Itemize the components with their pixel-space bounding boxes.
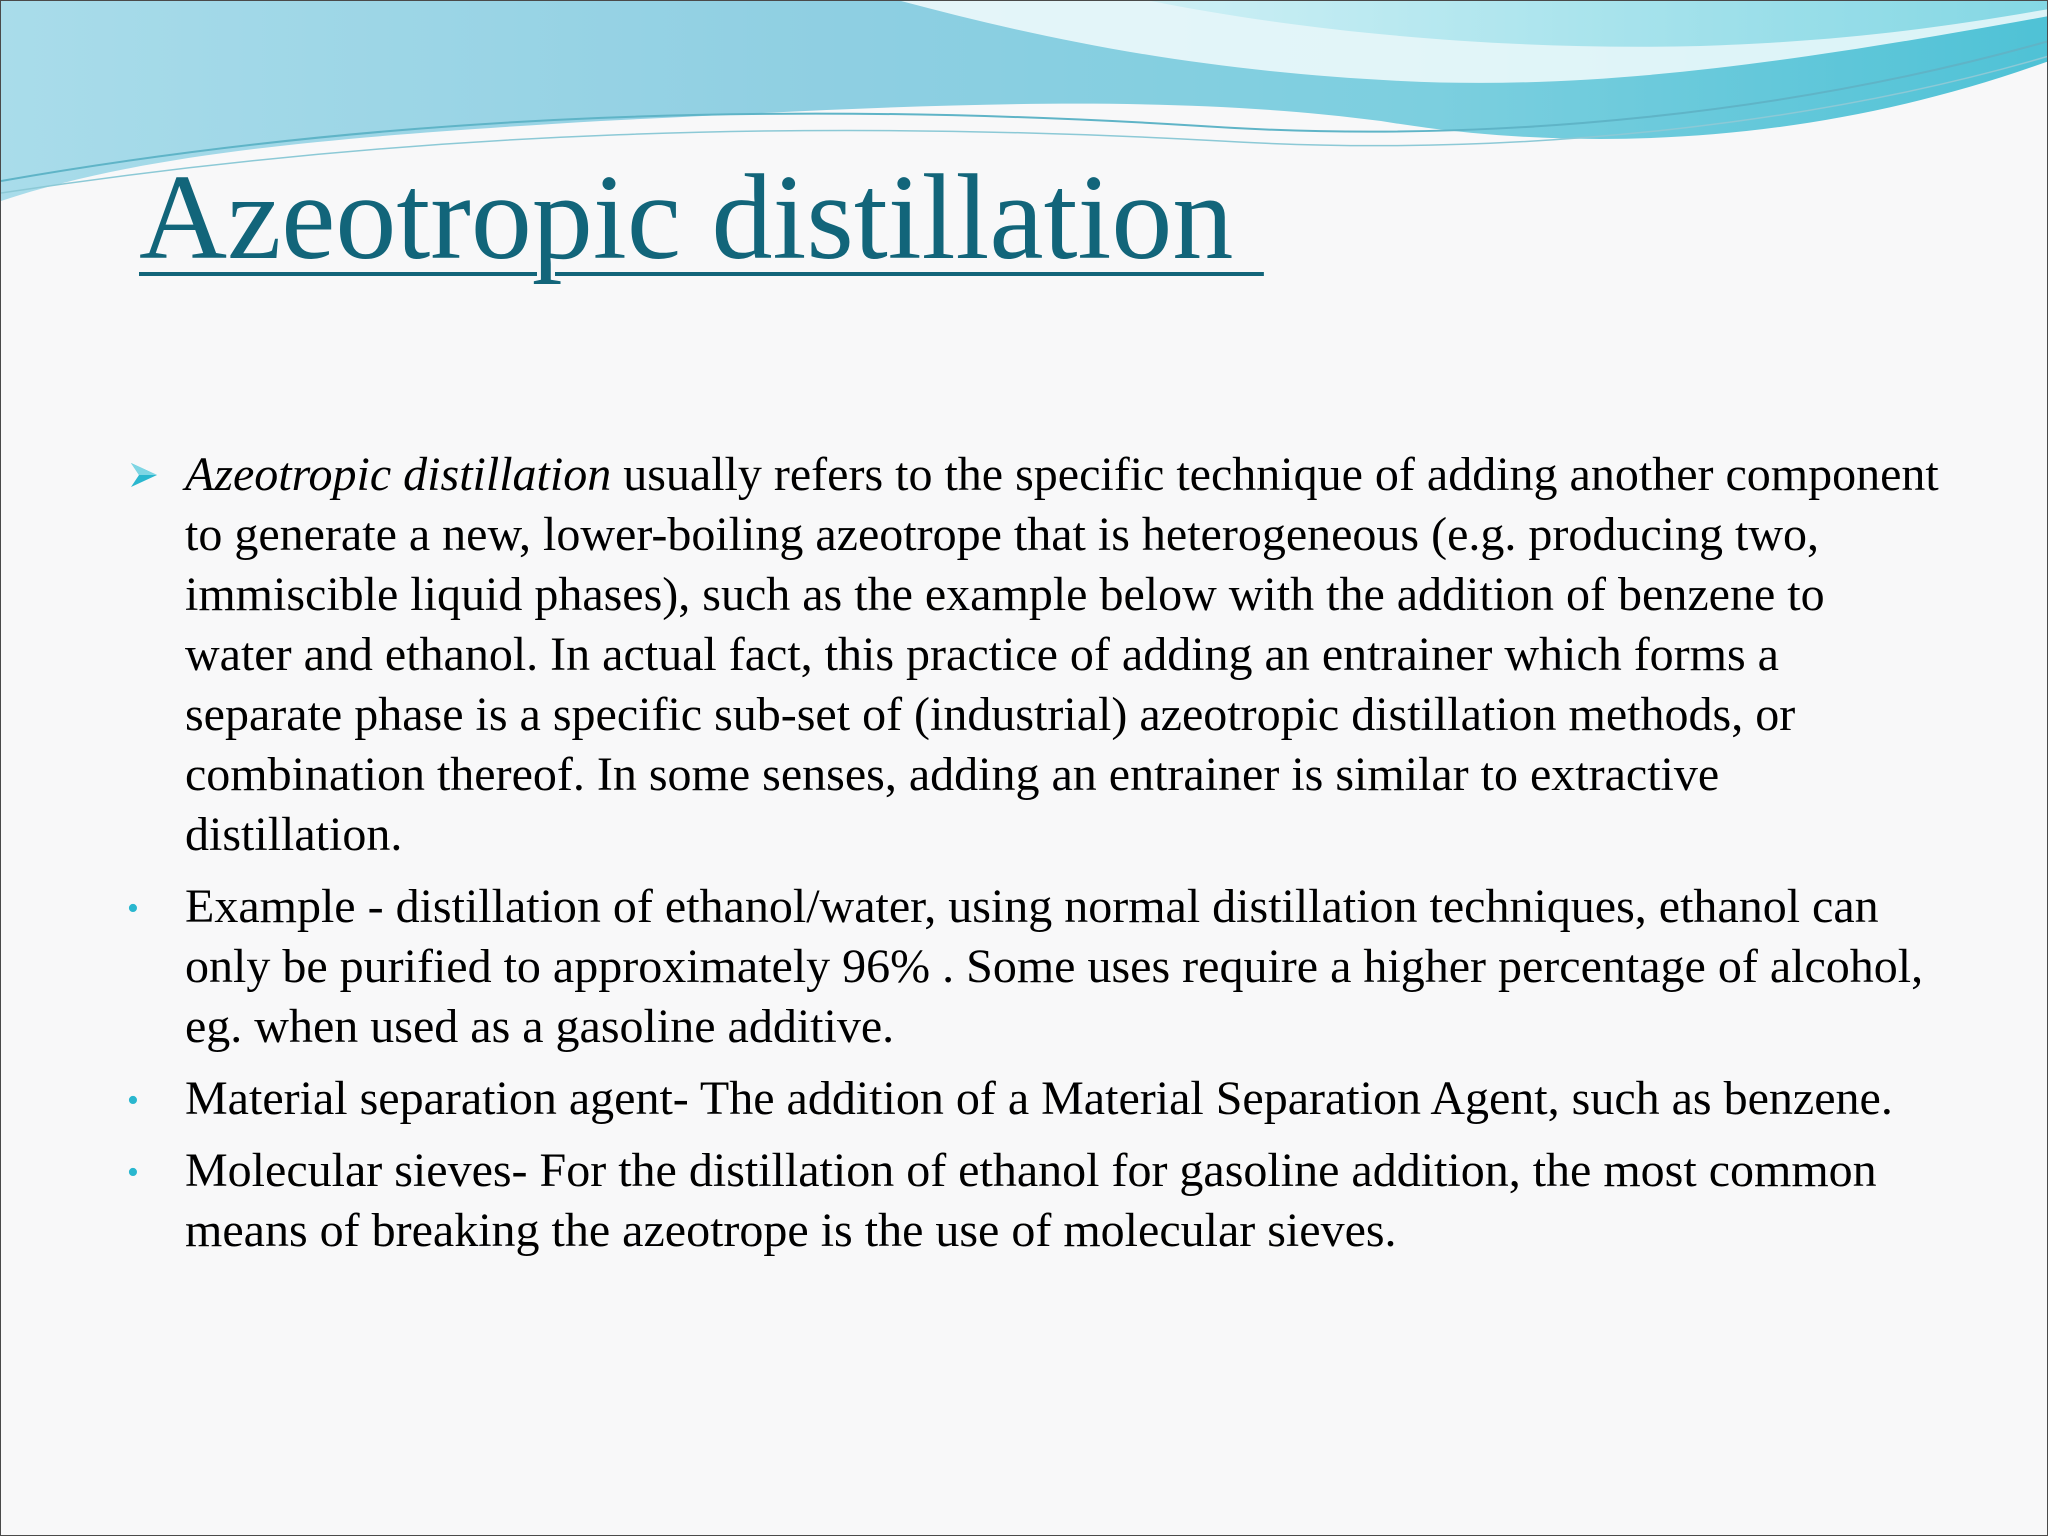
bullet-dot-icon: •: [127, 890, 139, 927]
bullet-text: [185, 448, 1939, 861]
bullet-text: Example - distillation of ethanol/water, using normal distillation techniques, ethanol can only be purified to approximately 96% . Some uses require a higher percentage of alcohol, eg. when used as a gasoline additive.: [185, 880, 1924, 1053]
bullet-dot-icon: •: [127, 1154, 139, 1191]
slide-title: Azeotropic distillation: [139, 150, 1264, 285]
bullet-item: [121, 1069, 1941, 1129]
bullet-dot-icon: •: [127, 1082, 139, 1119]
bullet-text: Molecular sieves- For the distillation of ethanol for gasoline addition, the most common means of breaking the azeotrope is the use of molecular sieves.: [185, 1144, 1877, 1257]
bullet-item: [121, 445, 1941, 865]
bullet-item: [121, 1141, 1941, 1261]
bullet-text: Material separation agent- The addition of a Material Separation Agent, such as benzene.: [185, 1072, 1893, 1125]
arrow-bullet-icon: [129, 445, 169, 489]
bullet-lead-italic: Azeotropic distillation: [185, 448, 612, 501]
bullet-list: [121, 445, 1941, 1273]
bullet-item: [121, 877, 1941, 1057]
bullet-body: usually refers to the specific technique of adding another component to generate a new, lower-boiling azeotrope that is heterogeneous (e.g. producing two, immiscible liquid phases), such as the example below with the addition of benzene to water and ethanol. In actual fact, this practice of adding an entrainer which forms a separate phase is a specific sub-set of (industrial) azeotropic distillation methods, or combination thereof. In some senses, adding an entrainer is similar to extractive distillation.: [185, 448, 1939, 861]
